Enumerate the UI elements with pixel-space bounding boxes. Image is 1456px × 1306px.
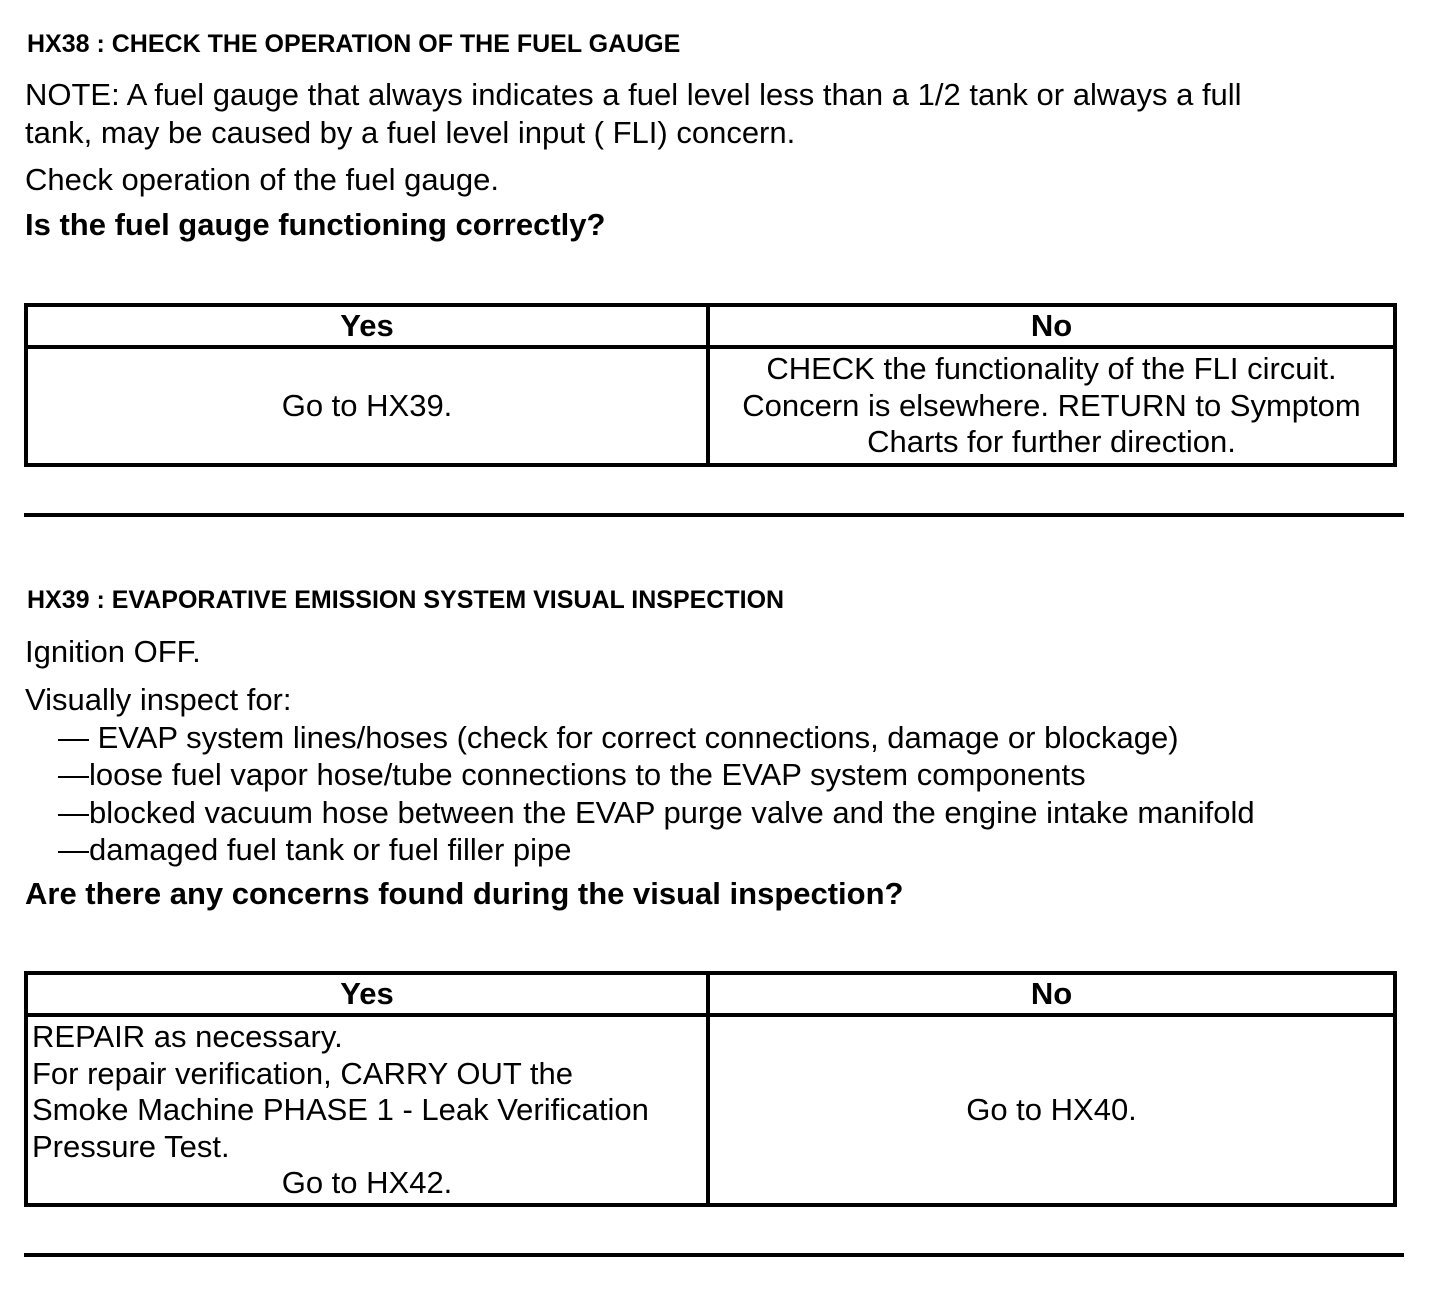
- hx38-yes-header: Yes: [26, 305, 708, 347]
- hx39-decision-table: [24, 971, 1397, 1207]
- hx38-no-line: Charts for further direction.: [867, 424, 1236, 460]
- hx39-inspection-item: —blocked vacuum hose between the EVAP purge valve and the engine intake manifold: [58, 794, 1255, 830]
- hx39-no-header: No: [708, 973, 1395, 1015]
- hx39-inspection-item: — EVAP system lines/hoses (check for correct connections, damage or blockage): [58, 719, 1179, 755]
- hx39-yes-goto: Go to HX42.: [281, 1165, 453, 1200]
- hx39-heading: HX39 : EVAPORATIVE EMISSION SYSTEM VISUAL INSPECTION: [27, 586, 785, 614]
- hx39-inspection-list: [25, 681, 1255, 869]
- hx38-yes-cell: Go to HX39.: [26, 347, 708, 465]
- hx39-yes-line: Smoke Machine PHASE 1 - Leak Verification: [32, 1092, 649, 1127]
- hx39-instruction-ignition: Ignition OFF.: [25, 634, 201, 669]
- hx38-no-line: Concern is elsewhere. RETURN to Symptom: [742, 387, 1361, 423]
- section-divider: [24, 513, 1404, 517]
- hx39-yes-line: REPAIR as necessary.: [32, 1019, 343, 1054]
- section-divider: [24, 1253, 1404, 1257]
- hx39-question: Are there any concerns found during the visual inspection?: [25, 876, 904, 911]
- hx39-inspection-item: —damaged fuel tank or fuel filler pipe: [58, 832, 572, 867]
- hx38-no-line: CHECK the functionality of the FLI circuit.: [766, 351, 1337, 387]
- hx38-note-line: NOTE: A fuel gauge that always indicates a fuel level less than a 1/2 tank or always a full: [25, 77, 1242, 112]
- hx38-decision-table: [24, 303, 1397, 467]
- hx38-question: Is the fuel gauge functioning correctly?: [25, 207, 606, 242]
- hx39-yes-line: For repair verification, CARRY OUT the: [32, 1055, 573, 1091]
- hx39-yes-cell: [26, 1015, 708, 1205]
- hx38-instruction: Check operation of the fuel gauge.: [25, 162, 499, 197]
- hx39-yes-line: Pressure Test.: [32, 1128, 230, 1164]
- hx38-heading: HX38 : CHECK THE OPERATION OF THE FUEL GAUGE: [27, 30, 681, 58]
- hx39-yes-header: Yes: [26, 973, 708, 1015]
- hx38-note: [25, 76, 1242, 151]
- hx38-no-header: No: [708, 305, 1395, 347]
- hx39-inspection-intro: Visually inspect for:: [25, 682, 292, 717]
- hx39-no-cell: Go to HX40.: [708, 1015, 1395, 1205]
- hx39-inspection-item: —loose fuel vapor hose/tube connections to the EVAP system components: [58, 757, 1086, 792]
- hx38-note-line: tank, may be caused by a fuel level input ( FLI) concern.: [25, 114, 796, 150]
- hx38-no-cell: [708, 347, 1395, 465]
